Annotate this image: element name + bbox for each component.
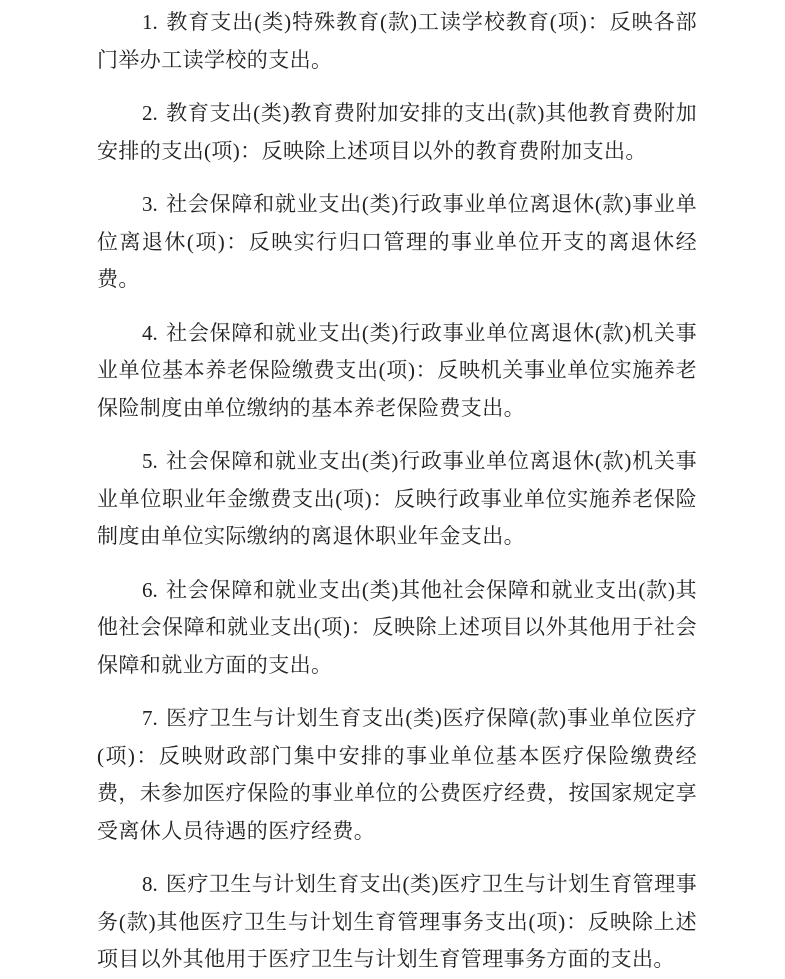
paragraph-8-number: 8. <box>142 872 158 896</box>
paragraph-5-text: 社会保障和就业支出(类)行政事业单位离退休(款)机关事业单位职业年金缴费支出(项)：反映行政事业单位实施养老保险制度由单位实际缴纳的离退休职业年金支出。 <box>97 449 697 548</box>
paragraph-6-text: 社会保障和就业支出(类)其他社会保障和就业支出(款)其他社会保障和就业支出(项)：反映除上述项目以外其他用于社会保障和就业方面的支出。 <box>97 577 697 677</box>
paragraph-2 <box>97 95 697 170</box>
paragraph-1 <box>97 4 697 79</box>
paragraph-4-text: 社会保障和就业支出(类)行政事业单位离退休(款)机关事业单位基本养老保险缴费支出(项)：反映机关事业单位实施养老保险制度由单位缴纳的基本养老保险费支出。 <box>97 320 697 420</box>
paragraph-5 <box>97 443 697 556</box>
paragraph-2-text: 教育支出(类)教育费附加安排的支出(款)其他教育费附加安排的支出(项)：反映除上述项目以外的教育费附加支出。 <box>97 101 697 163</box>
paragraph-3-text: 社会保障和就业支出(类)行政事业单位离退休(款)事业单位离退休(项)：反映实行归口管理的事业单位开支的离退休经费。 <box>97 192 697 291</box>
paragraph-8-text: 医疗卫生与计划生育支出(类)医疗卫生与计划生育管理事务(款)其他医疗卫生与计划生育管理事务支出(项)：反映除上述项目以外其他用于医疗卫生与计划生育管理事务方面的支出。 <box>97 872 697 971</box>
paragraph-1-number: 1. <box>142 10 158 34</box>
paragraph-7-number: 7. <box>142 706 158 730</box>
paragraph-2-number: 2. <box>142 101 158 125</box>
paragraph-7-text: 医疗卫生与计划生育支出(类)医疗保障(款)事业单位医疗(项)：反映财政部门集中安排的事业单位基本医疗保险缴费经费，未参加医疗保险的事业单位的公费医疗经费，按国家规定享受离休人员待遇的医疗经费。 <box>97 706 697 843</box>
paragraph-6 <box>97 572 697 685</box>
paragraph-3 <box>97 186 697 299</box>
paragraph-6-number: 6. <box>142 577 158 602</box>
paragraph-5-number: 5. <box>142 449 158 473</box>
paragraph-4 <box>97 315 697 428</box>
paragraph-8 <box>97 866 697 979</box>
paragraph-4-number: 4. <box>142 320 158 345</box>
paragraph-3-number: 3. <box>142 192 158 216</box>
paragraph-7 <box>97 700 697 850</box>
paragraph-1-text: 教育支出(类)特殊教育(款)工读学校教育(项)：反映各部门举办工读学校的支出。 <box>97 10 697 72</box>
